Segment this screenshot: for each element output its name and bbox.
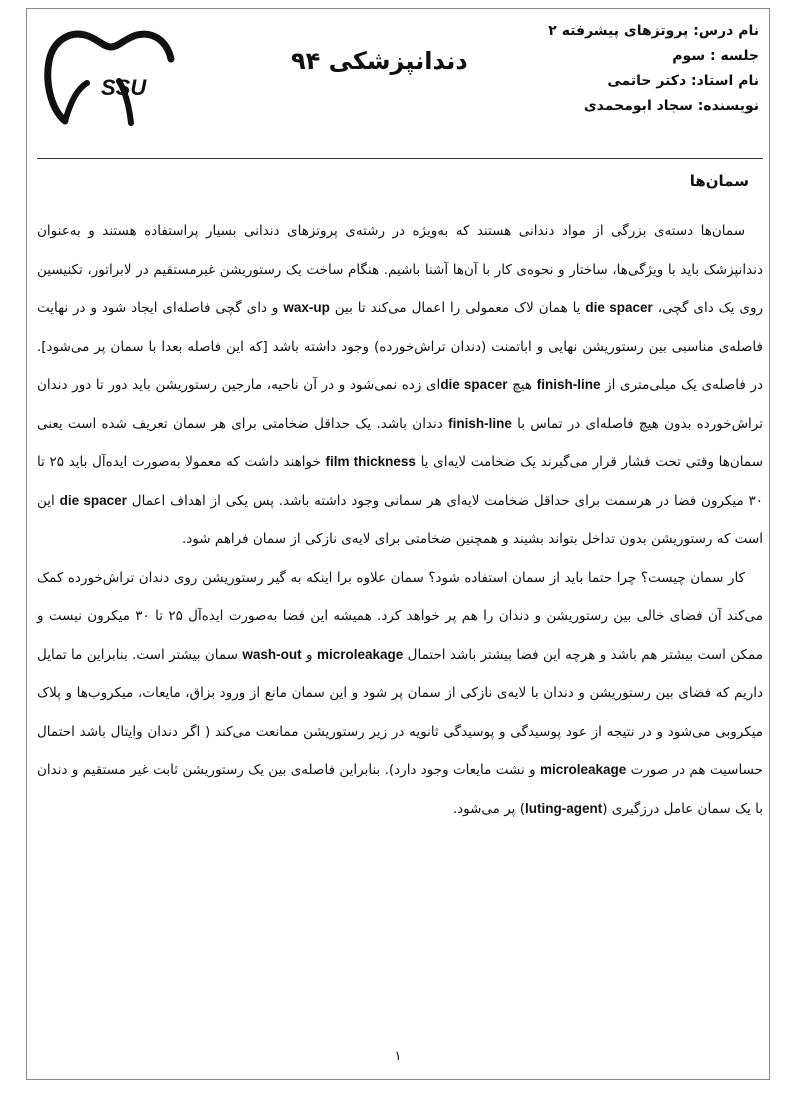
writer-name: سجاد ابومحمدی: [583, 98, 693, 114]
tooth-icon: [41, 25, 468, 137]
logo-badge: SSU: [101, 75, 147, 100]
teacher-name: دکتر حاتمی: [607, 73, 687, 89]
header-divider: [37, 158, 763, 159]
writer-line: نویسنده: سجاد ابومحمدی: [583, 98, 759, 114]
page-frame: [26, 8, 770, 1080]
body-text: [37, 212, 763, 828]
paragraph-1: سمان‌ها دسته‌ی بزرگی از مواد دندانی هستند که به‌ویژه در رشته‌ی پروتزهای دندانی بسیار پراستفاده هستند و به‌عنوان دندانپزشک باید با ویژگی‌ها، ساختار و نحوه‌ی کار با آن‌ها آشنا باشیم. هنگام ساخت یک رستوریشن غیرمستقیم در لابراتور، تکنیسین روی یک دای گچی، die spacer یا همان لاک معمولی را اعمال می‌کند تا بین wax-up و دای گچی فاصله‌ای ایجاد شود و در نهایت فاصله‌ی مناسبی بین رستوریشن نهایی و اباتمنت (دندان تراش‌خورده) وجود داشته باشد [که این فاصله بعدا با سمان پر می‌شود]. در فاصله‌ی یک میلی‌متری از finish-line هیچ die spacerای زده نمی‌شود و در آن ناحیه، مارجین رستوریشن باید دور تا دور دندان تراش‌خورده بدون هیچ فاصله‌ای در تماس با finish-line دندان باشد. یک حداقل ضخامتی برای هر سمان تعریف شده است یعنی سمان‌ها وقتی تحت فشار قرار می‌گیرند یک ضخامت لایه‌ای یا film thickness خواهند داشت که معمولا به‌صورت ایده‌آل باید ۲۵ تا ۳۰ میکرون فضا در هرسمت برای حداقل ضخامت لایه‌ای هر سمانی وجود داشته باشد. پس یکی از اهداف اعمال die spacer این است که رستوریشن بدون تداخل بتواند بشیند و همچنین ضخامتی برای لایه‌ی نازکی از سمان فراهم شود.: [37, 223, 764, 547]
page-header: [27, 9, 769, 159]
page-number: ۱: [394, 1049, 402, 1064]
section-title: سمان‌ها: [689, 172, 749, 190]
logo-text: دندانپزشکی ۹۴: [291, 47, 468, 75]
course-line: نام درس: پروتزهای پیشرفته ۲: [548, 23, 759, 39]
teacher-line: نام استاد: دکتر حاتمی: [607, 73, 759, 89]
logo: [41, 25, 468, 137]
course-info: [548, 19, 759, 119]
paragraph-2: کار سمان چیست؟ چرا حتما باید از سمان استفاده شود؟ سمان علاوه برا اینکه به گیر رستوریشن روی دندان تراش‌خورده کمک می‌کند آن فضای خالی بین رستوریشن و دندان را هم پر خواهد کرد. همیشه این فضا به‌صورت ایده‌آل ۲۵ تا ۳۰ میکرون نیست و ممکن است بیشتر هم باشد و هرچه این فضا بیشتر باشد احتمال microleakage و wash-out سمان بیشتر است. بنابراین ما تمایل داریم که فضای بین رستوریشن و دندان با لایه‌ی نازکی از سمان پر شود و این سمان مانع از ورود بزاق، مایعات، میکروب‌ها و پلاک میکروبی می‌شود و در نتیجه از عود پوسیدگی و پوسیدگی ثانویه در زیر رستوریشن ممانعت می‌کند ( اگر دندان وایتال باشد احتمال حساسیت هم در صورت microleakage و نشت مایعات وجود دارد). بنابراین فاصله‌ی بین یک رستوریشن ثابت غیر مستقیم و دندان با یک سمان عامل درزگیری (luting-agent) پر می‌شود.: [37, 569, 764, 817]
session-name: سوم: [672, 48, 706, 64]
session-line: جلسه : سوم: [672, 48, 759, 64]
course-name: پروتزهای پیشرفته ۲: [548, 23, 689, 39]
